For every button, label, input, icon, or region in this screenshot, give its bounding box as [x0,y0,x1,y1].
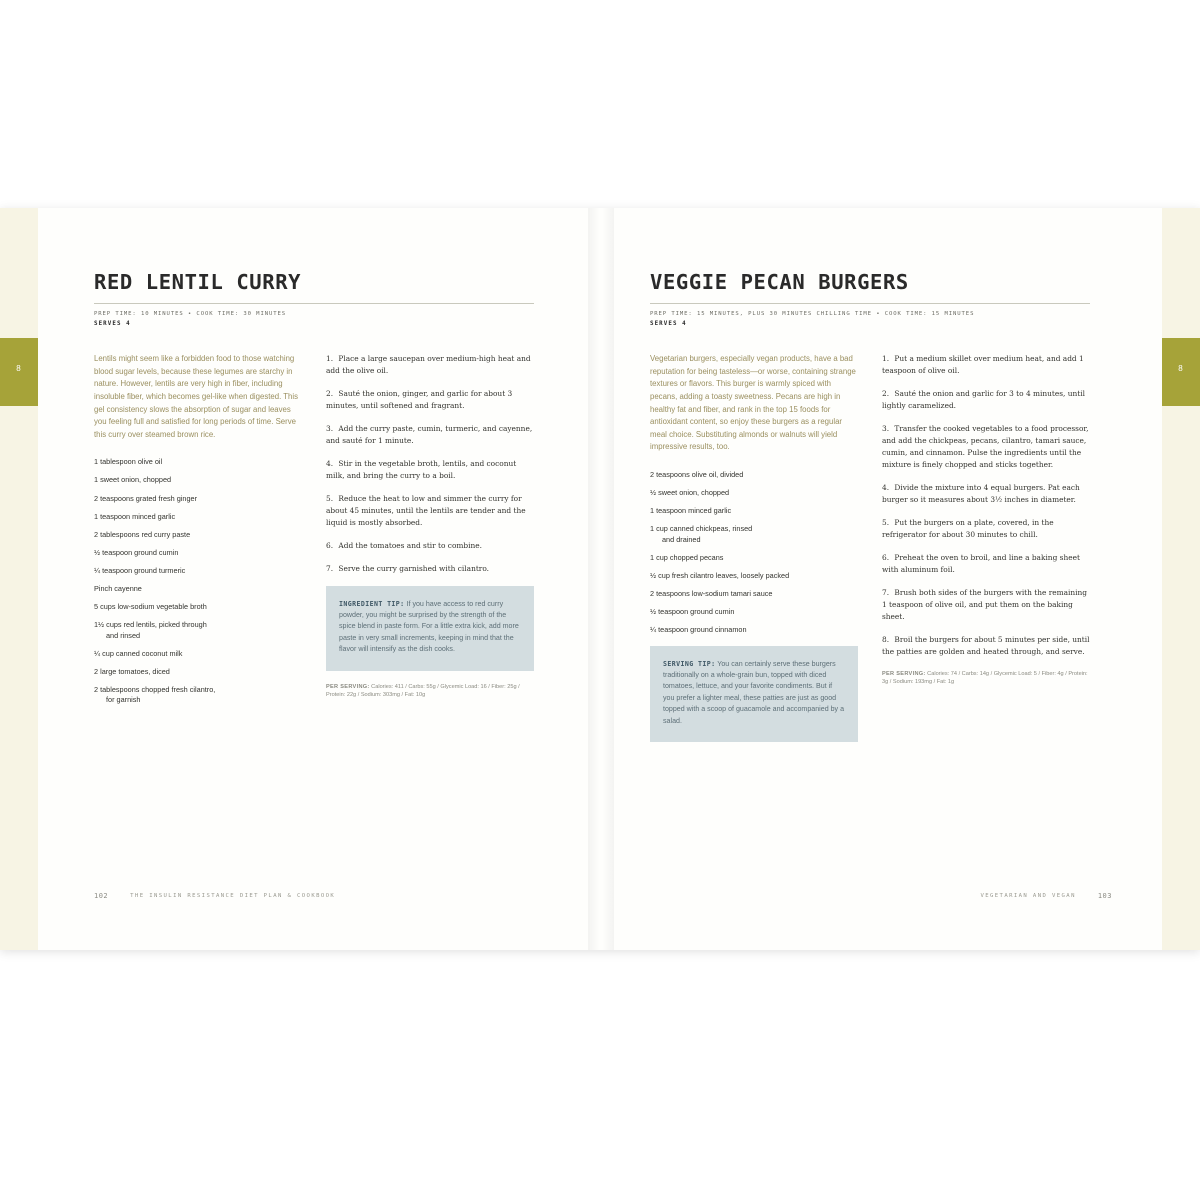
instruction-list-left [326,353,534,575]
running-head-left: THE INSULIN RESISTANCE DIET PLAN & COOKBOOK [130,893,336,899]
per-serving-right [882,670,1090,687]
chapter-tab-left-number: 8 [16,364,22,373]
step-number: 1. [326,354,334,363]
running-head-right: VEGETARIAN AND VEGAN [980,893,1076,899]
ingredient-item: 1 teaspoon minced garlic [94,511,176,521]
ingredient-item: 1 teaspoon minced garlic [650,506,732,516]
chapter-tab-left [0,338,38,406]
right-page-columns [650,353,1090,742]
ingredient-list-right [650,470,858,636]
ingredient-tip-body-left: If you have access to red curry powder, you might be surprised by the strength of the spice blend in paste form. For a little extra kick, add more paste in very small increments, keeping in mind that the flavor will intensify as the dish cooks. [339,599,519,654]
ingredient-text-continuation: and drained [662,534,701,544]
ingredient-list-left [94,457,302,706]
ingredient-tip-text-left [339,599,521,656]
step-text: Place a large saucepan over medium-high heat and add the olive oil. [326,354,531,375]
instruction-step [326,563,534,575]
recipe-serves-right: SERVES 4 [650,321,687,327]
title-rule-right [650,303,1090,304]
ingredient-item: 1 sweet onion, chopped [94,475,172,485]
chapter-tab-right-number: 8 [1178,364,1184,373]
left-page [38,208,600,950]
instruction-step [882,517,1090,541]
step-text: Sauté the onion and garlic for 3 to 4 minutes, until lightly caramelized. [882,388,1085,410]
serving-tip-body-right: You can certainly serve these burgers traditionally on a whole-grain bun, topped with diced tomatoes, lettuce, and your favorite condiments. But if you prefer a lighter meal, these patties are just as good topped with a scoop of guacamole and accompanied by a salad. [663,659,845,725]
per-serving-label-right: PER SERVING: [882,670,926,677]
step-number: 4. [882,482,890,492]
step-number: 6. [882,552,890,562]
ingredient-item: 2 tablespoons red curry paste [94,529,191,539]
ingredient-item: ½ sweet onion, chopped [650,488,730,498]
step-number: 6. [326,540,334,550]
instruction-step [882,353,1090,377]
step-text: Put the burgers on a plate, covered, in the refrigerator for about 30 minutes to chill. [882,517,1054,539]
instruction-step [326,353,534,377]
left-page-columns [94,353,534,714]
step-text: Stir in the vegetable broth, lentils, and coconut milk, and bring the curry to a boil. [326,458,517,480]
recipe-serves-left: SERVES 4 [94,321,131,327]
recipe-headnote-left: Lentils might seem like a forbidden food to those watching blood sugar levels, because these legumes are starchy in nature. However, lentils are very high in fiber, including insoluble fiber, which becomes gel-like when digested. This gel consistency slows the absorption of sugar and leaves you feeling full and satisfied for long periods of time. Serve this curry over steamed brown rice. [94,354,298,439]
ingredient-item: 2 teaspoons grated fresh ginger [94,493,198,503]
ingredient-item: ½ teaspoon ground cumin [94,547,179,557]
step-text: Serve the curry garnished with cilantro. [336,563,489,573]
ingredient-item: 2 teaspoons olive oil, divided [650,470,744,479]
step-text: Brush both sides of the burgers with the remaining 1 teaspoon of olive oil, and put them on the baking sheet. [882,587,1088,621]
recipe-times-left: PREP TIME: 10 MINUTES • COOK TIME: 30 MINUTES [94,311,287,317]
ingredient-item: 2 large tomatoes, diced [94,666,170,676]
ingredient-text-continuation: for garnish [106,695,141,705]
serving-tip-text-right [663,659,845,727]
instruction-step [882,634,1090,658]
instruction-step [882,388,1090,412]
ingredient-item [650,524,858,545]
chapter-tab-right [1162,338,1200,406]
per-serving-text-left: Calories: 411 / Carbs: 55g / Glycemic Load: 16 / Fiber: 25g / Protein: 22g / Sodium: 303mg / Fat: 10g [326,683,520,698]
left-page-content [94,270,534,714]
recipe-title-right: VEGGIE PECAN BURGERS [650,270,909,294]
step-number: 3. [882,423,890,433]
right-column-one [650,353,858,742]
book-spread [0,208,1200,950]
right-page-content [650,270,1090,742]
step-text: Reduce the heat to low and simmer the curry for about 45 minutes, until the lentils are tender and the liquid is mostly absorbed. [326,493,526,527]
instruction-step [882,587,1090,623]
step-number: 1. [882,354,890,363]
step-text: Broil the burgers for about 5 minutes per side, until the patties are golden and heated through, and serve. [882,634,1090,656]
step-number: 4. [326,458,334,468]
ingredient-item: ¼ teaspoon ground cinnamon [650,625,747,635]
step-number: 8. [882,634,890,644]
step-number: 2. [326,388,334,398]
step-text: Put a medium skillet over medium heat, and add 1 teaspoon of olive oil. [882,354,1084,375]
recipe-times-right: PREP TIME: 15 MINUTES, PLUS 30 MINUTES CHILLING TIME • COOK TIME: 15 MINUTES [650,311,975,317]
instruction-step [326,423,534,447]
ingredient-item: 1 tablespoon olive oil [94,457,163,467]
ingredient-item: 2 teaspoons low-sodium tamari sauce [650,589,773,599]
instruction-step [326,458,534,482]
step-number: 5. [326,493,334,503]
instruction-step [326,493,534,529]
ingredient-item [94,620,302,641]
ingredient-item: Pinch cayenne [94,583,142,593]
ingredient-item: 5 cups low-sodium vegetable broth [94,602,207,611]
right-edge-band [1162,208,1200,950]
instruction-step [326,540,534,552]
left-column-one [94,353,302,714]
right-page [600,208,1162,950]
ingredient-tip-box-left [326,586,534,671]
ingredient-tip-label-left: INGREDIENT TIP: [339,599,405,608]
instruction-list-right [882,353,1090,658]
recipe-headnote-right: Vegetarian burgers, especially vegan products, have a bad reputation for being tasteless—or worse, containing strange textures or flavors. This burger is warmly spiced with pecans, adding a toasty sweetness. Pecans are high in healthy fat and fiber, and rank in the top 15 foods for antioxidant content, so enjoy these burgers as a regular meal choice. Substituting almonds or walnuts will yield impressive results, too. [650,354,856,452]
right-page-footer [672,890,1112,902]
serving-tip-box-right [650,646,858,742]
recipe-title-left: RED LENTIL CURRY [94,270,302,294]
step-text: Add the curry paste, cumin, turmeric, and cayenne, and sauté for 1 minute. [326,423,533,445]
ingredient-text-continuation: and rinsed [106,630,141,640]
ingredient-item: ¼ teaspoon ground turmeric [94,565,186,575]
ingredient-item: ¼ cup canned coconut milk [94,648,183,658]
ingredient-text: 1 cup canned chickpeas, rinsed [650,524,753,534]
step-number: 3. [326,423,334,433]
step-text: Preheat the oven to broil, and line a baking sheet with aluminum foil. [882,552,1080,574]
step-text: Sauté the onion, ginger, and garlic for about 3 minutes, until softened and fragrant. [326,388,513,410]
ingredient-item [94,685,302,706]
per-serving-text-right: Calories: 74 / Carbs: 14g / Glycemic Load: 5 / Fiber: 4g / Protein: 3g / Sodium: 193mg / Fat: 1g [882,670,1088,686]
per-serving-label-left: PER SERVING: [326,683,370,690]
step-number: 7. [326,563,334,573]
ingredient-item: ½ teaspoon ground cumin [650,607,735,617]
serving-tip-label-right: SERVING TIP: [663,659,716,668]
instruction-step [882,423,1090,471]
ingredient-text: 1½ cups red lentils, picked through [94,620,207,630]
left-edge-band [0,208,38,950]
step-text: Transfer the cooked vegetables to a food processor, and add the chickpeas, pecans, cilantro, tamari sauce, cumin, and cinnamon. Pulse the ingredients until the mixture is finely chopped and sticks together. [882,423,1089,469]
ingredient-text: 2 tablespoons chopped fresh cilantro, [94,684,216,694]
step-text: Divide the mixture into 4 equal burgers. Pat each burger so it measures about 3½ inches in diameter. [882,482,1080,504]
step-number: 7. [882,587,890,597]
per-serving-left [326,683,534,700]
ingredient-item: ½ cup fresh cilantro leaves, loosely packed [650,570,790,580]
step-number: 5. [882,517,890,527]
left-column-two [326,353,534,714]
instruction-step [882,552,1090,576]
left-page-footer [94,890,534,902]
folio-left: 102 [94,892,109,900]
right-column-two [882,353,1090,742]
instruction-step [882,482,1090,506]
step-number: 2. [882,388,890,398]
instruction-step [326,388,534,412]
folio-right: 103 [1097,892,1112,900]
step-text: Add the tomatoes and stir to combine. [336,540,482,550]
title-rule-left [94,303,534,304]
ingredient-item: 1 cup chopped pecans [650,552,724,562]
